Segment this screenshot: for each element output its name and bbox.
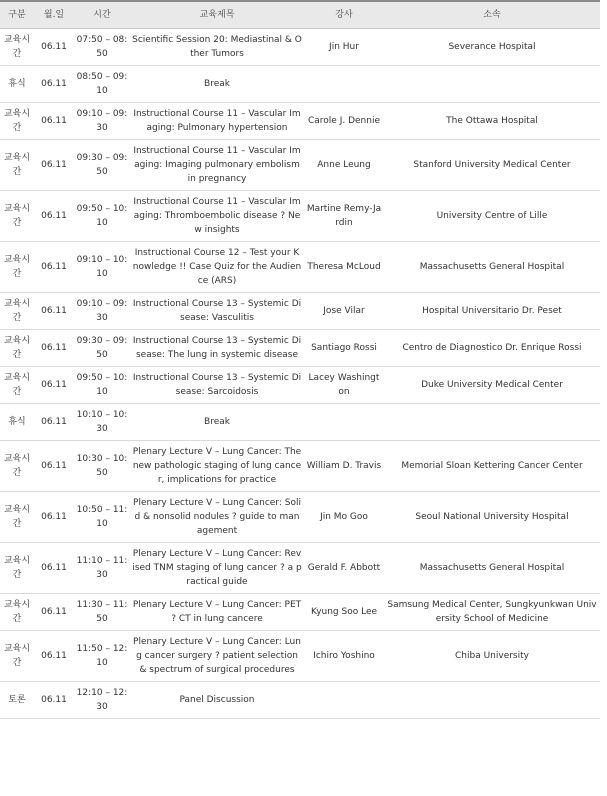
kind-cell: 교육시간 bbox=[0, 594, 34, 631]
time-cell: 10:30 – 10:50 bbox=[74, 441, 130, 492]
speaker-cell: Anne Leung bbox=[304, 140, 384, 191]
header-row bbox=[0, 1, 600, 29]
table-row bbox=[0, 330, 600, 367]
speaker-cell bbox=[304, 682, 384, 719]
speaker-cell: Kyung Soo Lee bbox=[304, 594, 384, 631]
time-cell: 11:30 – 11:50 bbox=[74, 594, 130, 631]
title-cell: Instructional Course 11 – Vascular Imaging: Thromboembolic disease ? New insights bbox=[130, 191, 304, 242]
time-cell: 07:50 – 08:50 bbox=[74, 29, 130, 66]
kind-cell: 교육시간 bbox=[0, 492, 34, 543]
date-cell: 06.11 bbox=[34, 441, 74, 492]
title-cell: Break bbox=[130, 404, 304, 441]
affiliation-cell: Severance Hospital bbox=[384, 29, 600, 66]
title-cell: Plenary Lecture V – Lung Cancer: Solid & nonsolid nodules ? guide to management bbox=[130, 492, 304, 543]
speaker-cell: Santiago Rossi bbox=[304, 330, 384, 367]
date-cell: 06.11 bbox=[34, 66, 74, 103]
kind-cell: 교육시간 bbox=[0, 330, 34, 367]
affiliation-cell: Hospital Universitario Dr. Peset bbox=[384, 293, 600, 330]
kind-cell: 교육시간 bbox=[0, 293, 34, 330]
speaker-cell: Lacey Washington bbox=[304, 367, 384, 404]
header-kind: 구분 bbox=[0, 1, 34, 29]
kind-cell: 교육시간 bbox=[0, 29, 34, 66]
date-cell: 06.11 bbox=[34, 682, 74, 719]
affiliation-cell bbox=[384, 404, 600, 441]
time-cell: 08:50 – 09:10 bbox=[74, 66, 130, 103]
date-cell: 06.11 bbox=[34, 631, 74, 682]
time-cell: 09:10 – 09:30 bbox=[74, 293, 130, 330]
kind-cell: 교육시간 bbox=[0, 140, 34, 191]
date-cell: 06.11 bbox=[34, 103, 74, 140]
date-cell: 06.11 bbox=[34, 29, 74, 66]
date-cell: 06.11 bbox=[34, 242, 74, 293]
affiliation-cell: Massachusetts General Hospital bbox=[384, 242, 600, 293]
date-cell: 06.11 bbox=[34, 543, 74, 594]
kind-cell: 교육시간 bbox=[0, 543, 34, 594]
kind-cell: 토론 bbox=[0, 682, 34, 719]
kind-cell: 교육시간 bbox=[0, 191, 34, 242]
kind-cell: 휴식 bbox=[0, 66, 34, 103]
title-cell: Instructional Course 13 – Systemic Disease: The lung in systemic disease bbox=[130, 330, 304, 367]
kind-cell: 휴식 bbox=[0, 404, 34, 441]
table-row bbox=[0, 594, 600, 631]
header-speaker: 강사 bbox=[304, 1, 384, 29]
speaker-cell: Jin Hur bbox=[304, 29, 384, 66]
time-cell: 11:50 – 12:10 bbox=[74, 631, 130, 682]
table-row bbox=[0, 140, 600, 191]
speaker-cell: Ichiro Yoshino bbox=[304, 631, 384, 682]
affiliation-cell bbox=[384, 682, 600, 719]
speaker-cell bbox=[304, 66, 384, 103]
title-cell: Plenary Lecture V – Lung Cancer: PET ? CT in lung cancere bbox=[130, 594, 304, 631]
affiliation-cell: Duke University Medical Center bbox=[384, 367, 600, 404]
table-row bbox=[0, 404, 600, 441]
table-row bbox=[0, 441, 600, 492]
time-cell: 10:10 – 10:30 bbox=[74, 404, 130, 441]
speaker-cell: William D. Travis bbox=[304, 441, 384, 492]
time-cell: 10:50 – 11:10 bbox=[74, 492, 130, 543]
title-cell: Break bbox=[130, 66, 304, 103]
table-row bbox=[0, 242, 600, 293]
affiliation-cell: Stanford University Medical Center bbox=[384, 140, 600, 191]
header-affiliation: 소속 bbox=[384, 1, 600, 29]
time-cell: 09:10 – 10:10 bbox=[74, 242, 130, 293]
table-row bbox=[0, 492, 600, 543]
time-cell: 09:50 – 10:10 bbox=[74, 367, 130, 404]
title-cell: Plenary Lecture V – Lung Cancer: Revised TNM staging of lung cancer ? a practical guide bbox=[130, 543, 304, 594]
date-cell: 06.11 bbox=[34, 330, 74, 367]
speaker-cell: Martine Remy-Jardin bbox=[304, 191, 384, 242]
affiliation-cell: Seoul National University Hospital bbox=[384, 492, 600, 543]
affiliation-cell: Massachusetts General Hospital bbox=[384, 543, 600, 594]
speaker-cell: Carole J. Dennie bbox=[304, 103, 384, 140]
date-cell: 06.11 bbox=[34, 367, 74, 404]
table-row bbox=[0, 293, 600, 330]
table-row bbox=[0, 682, 600, 719]
kind-cell: 교육시간 bbox=[0, 631, 34, 682]
header-date: 월.일 bbox=[34, 1, 74, 29]
title-cell: Instructional Course 11 – Vascular Imaging: Imaging pulmonary embolism in pregnancy bbox=[130, 140, 304, 191]
date-cell: 06.11 bbox=[34, 293, 74, 330]
table-row bbox=[0, 29, 600, 66]
affiliation-cell: The Ottawa Hospital bbox=[384, 103, 600, 140]
table-row bbox=[0, 103, 600, 140]
table-row bbox=[0, 543, 600, 594]
speaker-cell bbox=[304, 404, 384, 441]
speaker-cell: Jose Vilar bbox=[304, 293, 384, 330]
date-cell: 06.11 bbox=[34, 594, 74, 631]
date-cell: 06.11 bbox=[34, 191, 74, 242]
affiliation-cell: Memorial Sloan Kettering Cancer Center bbox=[384, 441, 600, 492]
kind-cell: 교육시간 bbox=[0, 441, 34, 492]
title-cell: Instructional Course 13 – Systemic Disease: Sarcoidosis bbox=[130, 367, 304, 404]
kind-cell: 교육시간 bbox=[0, 103, 34, 140]
date-cell: 06.11 bbox=[34, 140, 74, 191]
title-cell: Instructional Course 13 – Systemic Disease: Vasculitis bbox=[130, 293, 304, 330]
time-cell: 09:30 – 09:50 bbox=[74, 330, 130, 367]
affiliation-cell bbox=[384, 66, 600, 103]
header-title: 교육제목 bbox=[130, 1, 304, 29]
table-row bbox=[0, 367, 600, 404]
date-cell: 06.11 bbox=[34, 404, 74, 441]
table-row bbox=[0, 631, 600, 682]
affiliation-cell: Chiba University bbox=[384, 631, 600, 682]
time-cell: 09:10 – 09:30 bbox=[74, 103, 130, 140]
affiliation-cell: Samsung Medical Center, Sungkyunkwan University School of Medicine bbox=[384, 594, 600, 631]
affiliation-cell: University Centre of Lille bbox=[384, 191, 600, 242]
title-cell: Instructional Course 12 – Test your Knowledge !! Case Quiz for the Audience (ARS) bbox=[130, 242, 304, 293]
title-cell: Scientific Session 20: Mediastinal & Other Tumors bbox=[130, 29, 304, 66]
header-time: 시간 bbox=[74, 1, 130, 29]
speaker-cell: Theresa McLoud bbox=[304, 242, 384, 293]
speaker-cell: Jin Mo Goo bbox=[304, 492, 384, 543]
title-cell: Plenary Lecture V – Lung Cancer: The new pathologic staging of lung cancer, implications for practice bbox=[130, 441, 304, 492]
kind-cell: 교육시간 bbox=[0, 242, 34, 293]
speaker-cell: Gerald F. Abbott bbox=[304, 543, 384, 594]
time-cell: 09:30 – 09:50 bbox=[74, 140, 130, 191]
title-cell: Panel Discussion bbox=[130, 682, 304, 719]
table-row bbox=[0, 66, 600, 103]
date-cell: 06.11 bbox=[34, 492, 74, 543]
time-cell: 12:10 – 12:30 bbox=[74, 682, 130, 719]
title-cell: Plenary Lecture V – Lung Cancer: Lung cancer surgery ? patient selection & spectrum of surgical procedures bbox=[130, 631, 304, 682]
table-row bbox=[0, 191, 600, 242]
title-cell: Instructional Course 11 – Vascular Imaging: Pulmonary hypertension bbox=[130, 103, 304, 140]
time-cell: 11:10 – 11:30 bbox=[74, 543, 130, 594]
time-cell: 09:50 – 10:10 bbox=[74, 191, 130, 242]
affiliation-cell: Centro de Diagnostico Dr. Enrique Rossi bbox=[384, 330, 600, 367]
kind-cell: 교육시간 bbox=[0, 367, 34, 404]
